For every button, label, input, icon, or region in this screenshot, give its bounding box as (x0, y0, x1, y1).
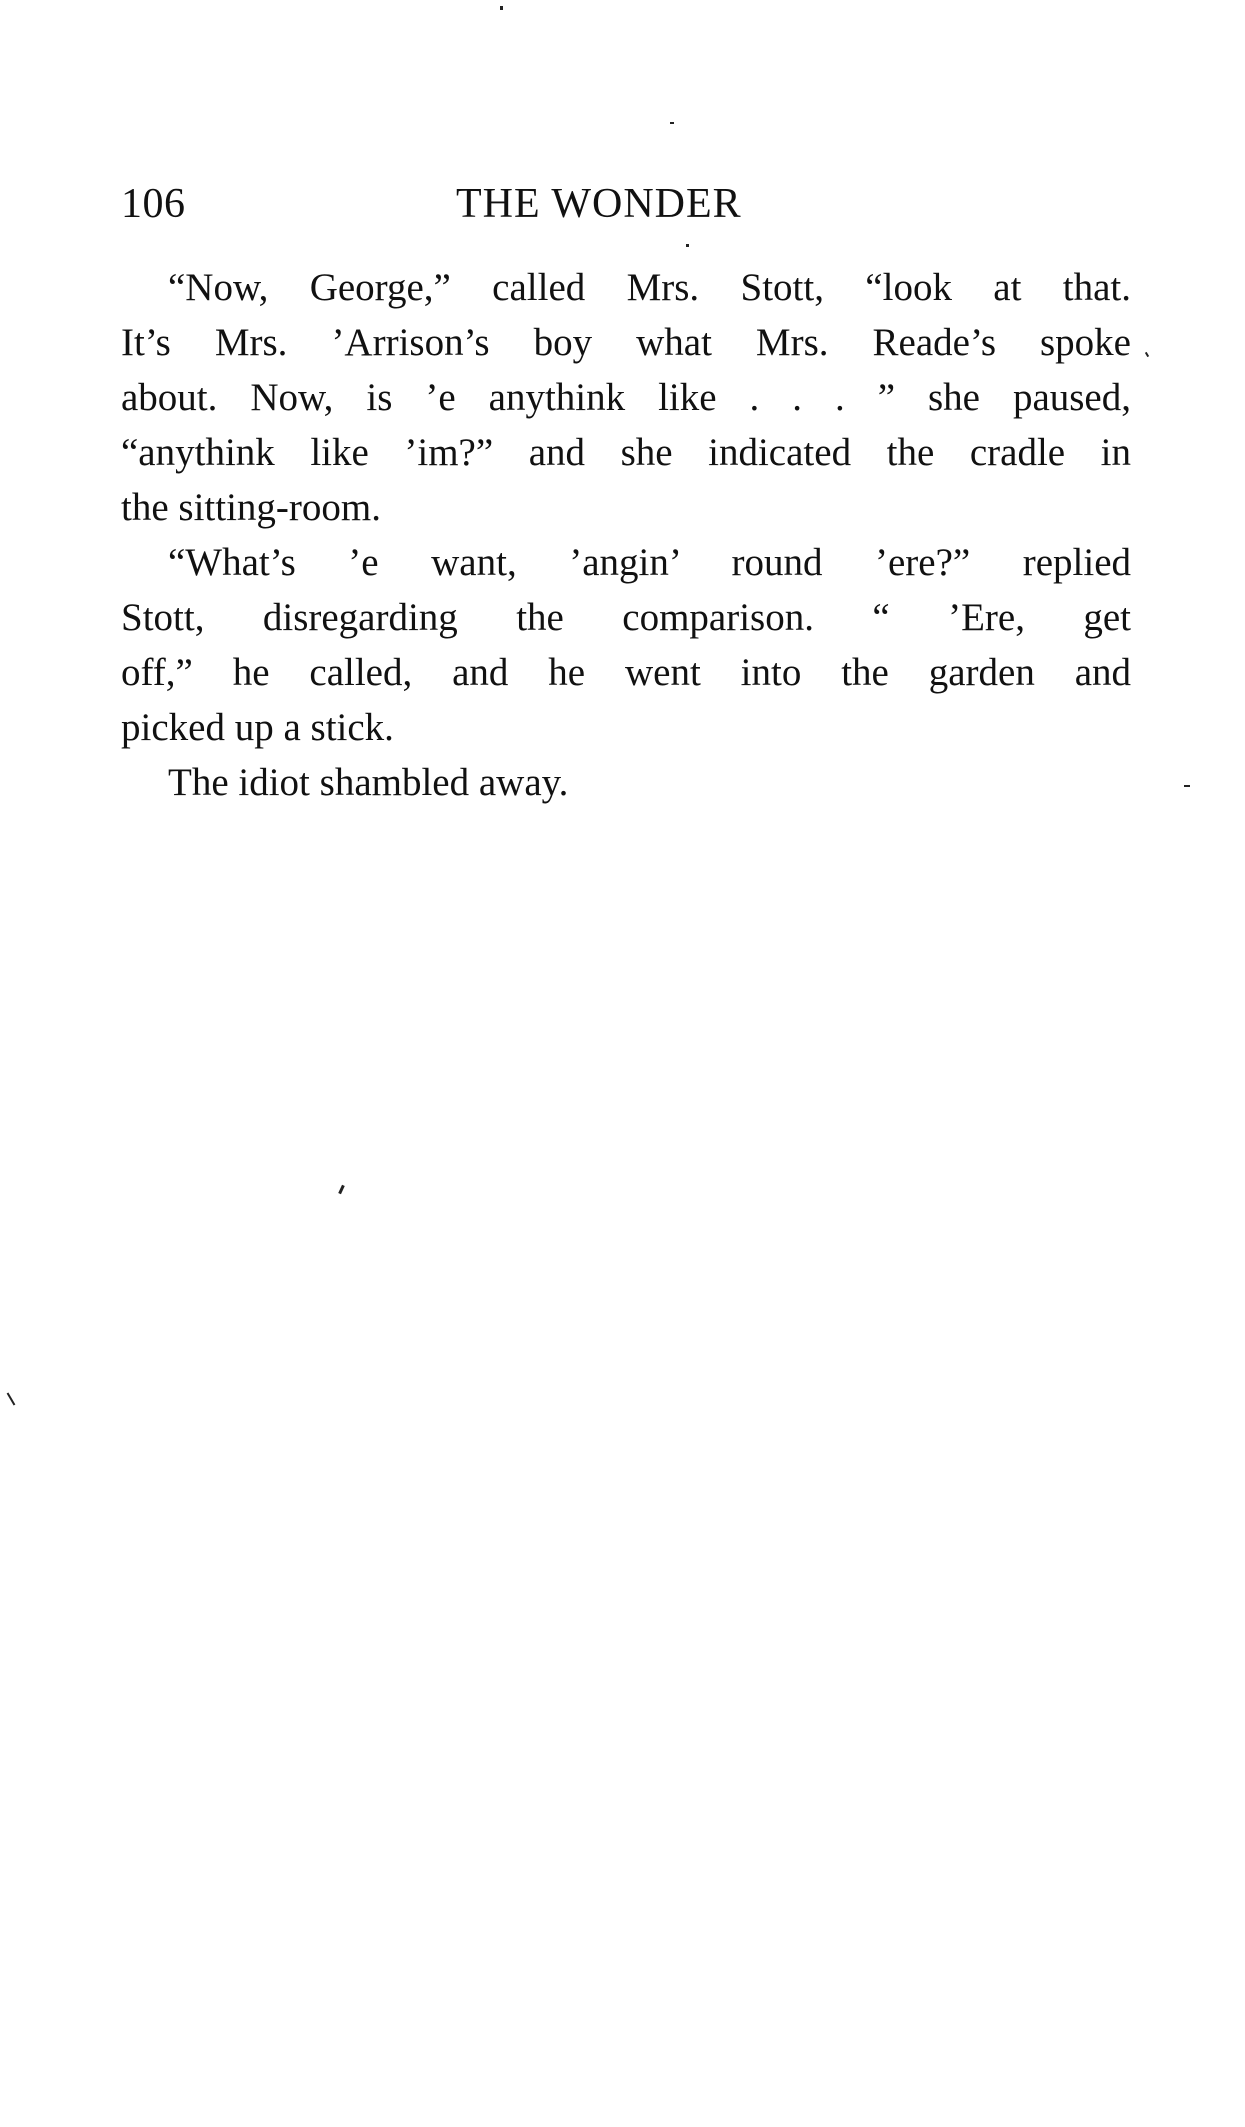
text-line: The idiot shambled away. (168, 761, 569, 804)
scan-speck (7, 1392, 16, 1405)
scan-speck (686, 244, 689, 247)
text-line: the sitting-room. (121, 486, 381, 529)
scan-speck (500, 6, 503, 10)
body-text (121, 260, 1131, 810)
text-line: about. Now, is ’e anythink like . . . ” she paused, (121, 376, 1131, 419)
text-line: “anythink like ’im?” and she indicated the cradle in (121, 431, 1131, 474)
text-line: “Now, George,” called Mrs. Stott, “look at that. (168, 266, 1131, 309)
text-line: Stott, disregarding the comparison. “ ’Ere, get (121, 596, 1131, 639)
page-header (121, 178, 1131, 238)
paragraph-1 (121, 260, 1131, 535)
scan-speck (670, 122, 674, 124)
text-line: It’s Mrs. ’Arrison’s boy what Mrs. Reade’s spoke (121, 321, 1131, 364)
page-number: 106 (121, 181, 186, 227)
scan-speck (338, 1185, 345, 1194)
running-title: THE WONDER (456, 181, 742, 227)
text-line: “What’s ’e want, ’angin’ round ’ere?” replied (168, 541, 1131, 584)
scan-speck (1145, 352, 1149, 357)
text-line: picked up a stick. (121, 706, 394, 749)
paragraph-3 (121, 755, 1131, 810)
scan-speck (1184, 785, 1190, 787)
text-line: off,” he called, and he went into the garden and (121, 651, 1131, 694)
paragraph-2 (121, 535, 1131, 755)
